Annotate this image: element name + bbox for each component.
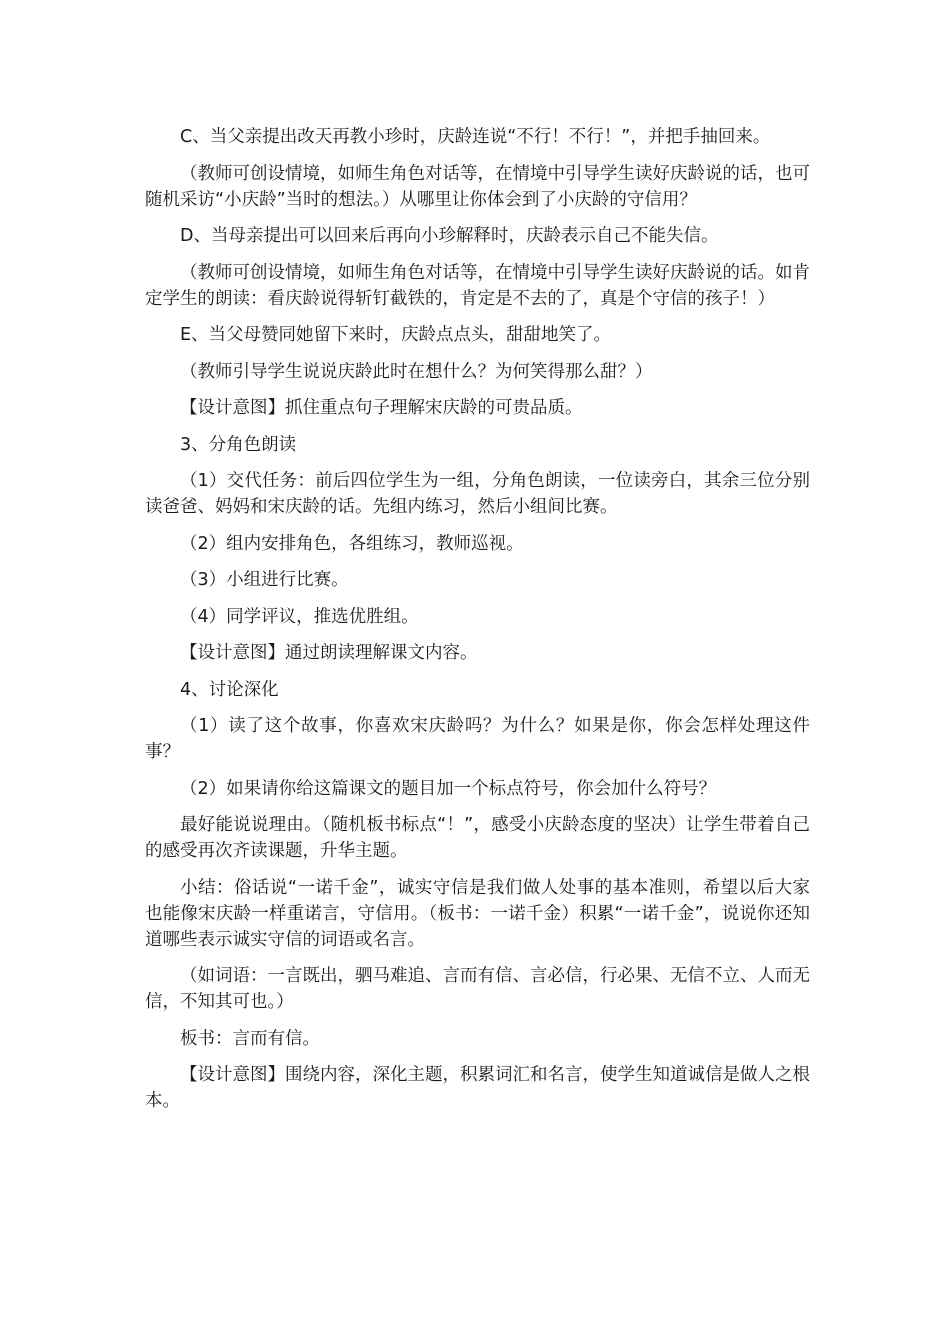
paragraph-board-note: 板书：言而有信。 xyxy=(180,1028,320,1049)
paragraph-step-3: （3）小组进行比赛。 xyxy=(180,570,349,590)
paragraph-idiom-examples: （如词语：一言既出，驷马难追、言而有信、言必信，行必果、无信不立、人而无信，不知其可也。） xyxy=(145,966,810,1012)
paragraph-design-intent-1: 【设计意图】抓住重点句子理解宋庆龄的可贵品质。 xyxy=(180,398,583,418)
paragraph-reasoning: 最好能说说理由。（随机板书标点“！”，感受小庆龄态度的坚决）让学生带着自己的感受再次齐读课题，升华主题。 xyxy=(145,815,810,861)
paragraph-step-2: （2）组内安排角色，各组练习，教师巡视。 xyxy=(180,533,524,554)
paragraph-question-2: （2）如果请你给这篇课文的题目加一个标点符号，你会加什么符号？ xyxy=(180,778,717,799)
paragraph-teacher-note-e: （教师引导学生说说庆龄此时在想什么？为何笑得那么甜？） xyxy=(180,361,653,382)
paragraph-step-4: （4）同学评议，推选优胜组。 xyxy=(180,606,419,627)
paragraph-design-intent-2: 【设计意图】通过朗读理解课文内容。 xyxy=(180,643,478,663)
section-heading-3: 3、分角色朗读 xyxy=(180,434,297,455)
document-body xyxy=(145,124,810,1125)
paragraph-point-c: C、当父亲提出改天再教小珍时，庆龄连说“不行！不行！”，并把手抽回来。 xyxy=(180,127,771,147)
paragraph-point-d: D、当母亲提出可以回来后再向小珍解释时，庆龄表示自己不能失信。 xyxy=(180,226,719,246)
paragraph-point-e: E、当父母赞同她留下来时，庆龄点点头，甜甜地笑了。 xyxy=(180,325,612,345)
paragraph-summary: 小结：俗话说“一诺千金”，诚实守信是我们做人处事的基本准则，希望以后大家也能像宋庆龄一样重诺言，守信用。（板书：一诺千金）积累“一诺千金”，说说你还知道哪些表示诚实守信的词语或名言。 xyxy=(145,877,810,950)
paragraph-design-intent-3: 【设计意图】围绕内容，深化主题，积累词汇和名言，使学生知道诚信是做人之根本。 xyxy=(145,1065,810,1111)
section-heading-4: 4、讨论深化 xyxy=(180,679,279,700)
paragraph-step-1: （1）交代任务：前后四位学生为一组，分角色朗读，一位读旁白，其余三位分别读爸爸、妈妈和宋庆龄的话。先组内练习，然后小组间比赛。 xyxy=(145,471,810,517)
paragraph-teacher-note-d: （教师可创设情境，如师生角色对话等，在情境中引导学生读好庆龄说的话。如肯定学生的朗读：看庆龄说得斩钉截铁的，肯定是不去的了，真是个守信的孩子！） xyxy=(145,262,810,309)
paragraph-teacher-note-c: （教师可创设情境，如师生角色对话等，在情境中引导学生读好庆龄说的话，也可随机采访“小庆龄”当时的想法。）从哪里让你体会到了小庆龄的守信用？ xyxy=(145,163,810,210)
paragraph-question-1: （1）读了这个故事，你喜欢宋庆龄吗？为什么？如果是你，你会怎样处理这件事？ xyxy=(145,716,810,762)
